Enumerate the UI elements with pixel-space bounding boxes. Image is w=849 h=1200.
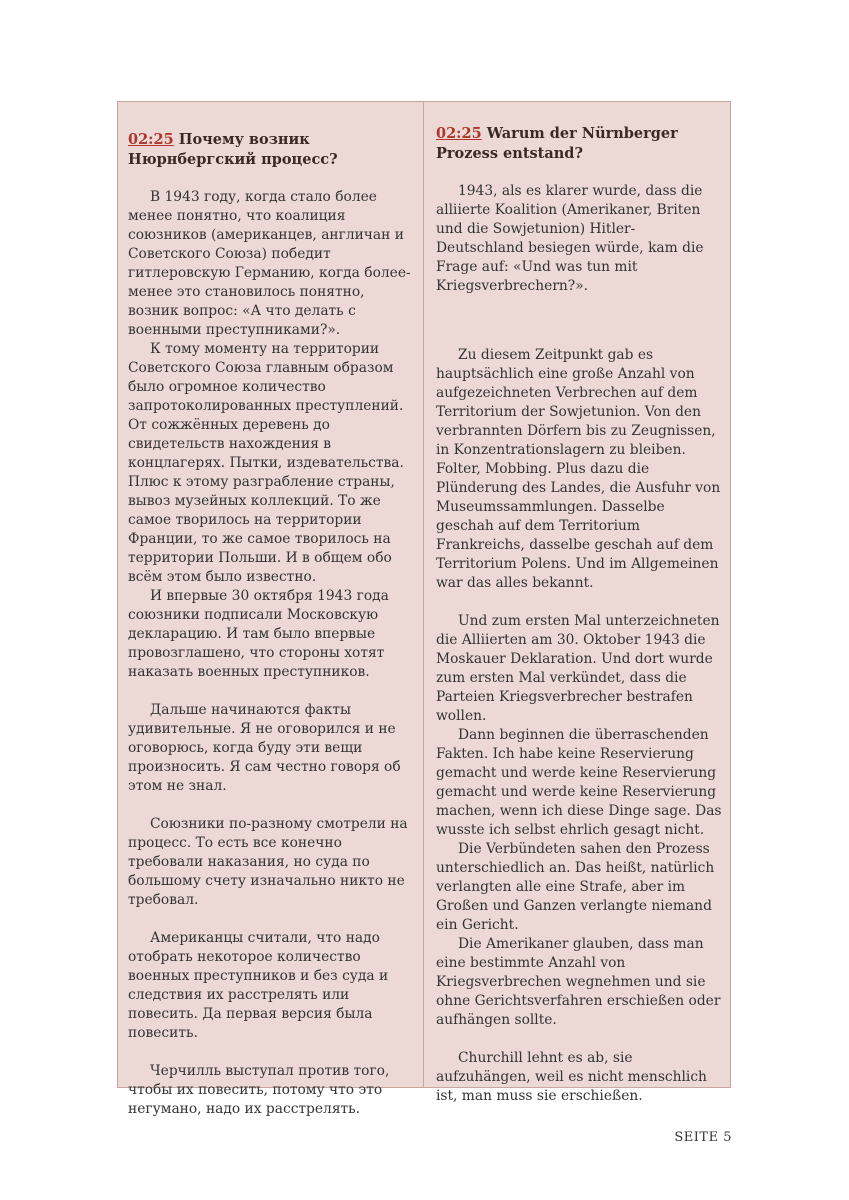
paragraph-spacer xyxy=(436,593,722,612)
bilingual-transcript-table xyxy=(117,101,731,1117)
russian-heading xyxy=(128,130,413,170)
russian-timecode-link[interactable]: 02:25 xyxy=(128,131,174,148)
german-paragraph-1: 1943, als es klarer wurde, dass die alliierte Koalition (Amerikaner, Briten und die Sowjetunion) Hitler-Deutschland besiegen würde, kam die Frage auf: «Und was tun mit Kriegsverbrechern?». xyxy=(436,183,704,294)
russian-paragraph-4: Дальше начинаются факты удивительные. Я не оговорился и не оговорюсь, когда буду эти вещи произносить. Я сам честно говоря об этом не знал. xyxy=(128,702,401,794)
paragraph-spacer xyxy=(436,1030,722,1049)
german-heading xyxy=(436,124,722,164)
german-timecode-link[interactable]: 02:25 xyxy=(436,125,482,142)
paragraph-spacer xyxy=(128,796,413,815)
german-paragraph-6: Die Amerikaner glauben, dass man eine bestimmte Anzahl von Kriegsverbrechen wegnehmen und sie ohne Gerichtsverfahren erschießen oder aufhängen sollte. xyxy=(436,936,721,1028)
russian-paragraph-3: И впервые 30 октября 1943 года союзники подписали Московскую декларацию. И там было впервые провозглашено, что стороны хотят наказать военных преступников. xyxy=(128,588,389,680)
page-number: SEITE 5 xyxy=(674,1130,732,1145)
german-paragraph-4: Dann beginnen die überraschenden Fakten. Ich habe keine Reservierung gemacht und werde keine Reservierung gemacht und werde keine Reservierung machen, wenn ich diese Dinge sage. Das wusste ich selbst ehrlich gesagt nicht. xyxy=(436,727,722,838)
russian-paragraph-2: К тому моменту на территории Советского Союза главным образом было огромное количество запротоколированных преступлений. От сожжённых деревень до свидетельств нахождения в концлагерях. Пытки, издевательства. Плюс к этому разграбление страны, вывоз музейных коллекций. То же самое творилось на территории Франции, то же самое творилось на территории Польши. И в общем обо всём этом было известно. xyxy=(128,341,404,585)
german-paragraph-3: Und zum ersten Mal unterzeichneten die Alliierten am 30. Oktober 1943 die Moskauer Deklaration. Und dort wurde zum ersten Mal verkündet, dass die Parteien Kriegsverbrecher bestrafen wollen. xyxy=(436,613,720,724)
german-paragraph-5: Die Verbündeten sahen den Prozess unterschiedlich an. Das heißt, natürlich verlangten alle eine Strafe, aber im Großen und Ganzen verlangte niemand ein Gericht. xyxy=(436,841,715,933)
paragraph-spacer xyxy=(128,1043,413,1062)
russian-paragraph-6: Американцы считали, что надо отобрать некоторое количество военных преступников и без суда и следствия их расстрелять или повесить. Да первая версия была повесить. xyxy=(128,930,389,1041)
russian-paragraph-1: В 1943 году, когда стало более менее понятно, что коалиция союзников (американцев, англичан и Советского Союза) победит гитлеровскую Германию, когда более-менее это становилось понятно, возник вопрос: «А что делать с военными преступниками?». xyxy=(128,189,411,338)
german-paragraph-2: Zu diesem Zeitpunkt gab es hauptsächlich eine große Anzahl von aufgezeichneten Verbrechen auf dem Territorium der Sowjetunion. Von den verbrannten Dörfern bis zu Zeugnissen, in Konzentrationslagern zu bleiben. Folter, Mobbing. Plus dazu die Plünderung des Landes, die Ausfuhr von Museumssammlungen. Dasselbe geschah auf dem Territorium Frankreichs, dasselbe geschah auf dem Territorium Polens. Und im Allgemeinen war das alles bekannt. xyxy=(436,347,721,591)
russian-column xyxy=(118,102,424,1117)
russian-paragraph-5: Союзники по-разному смотрели на процесс. То есть все конечно требовали наказания, но суда по большому счету изначально никто не требовал. xyxy=(128,816,408,908)
paragraph-spacer xyxy=(128,682,413,701)
german-heading-text: Warum der Nürnberger Prozess entstand? xyxy=(436,125,678,162)
paragraph-spacer xyxy=(436,296,722,346)
paragraph-spacer xyxy=(128,910,413,929)
russian-heading-text: Почему возник Нюрнбергский процесс? xyxy=(128,131,338,168)
german-column xyxy=(424,102,730,1104)
russian-paragraph-7: Черчилль выступал против того, чтобы их повесить, потому что это негумано, надо их расстрелять. xyxy=(128,1063,390,1117)
german-paragraph-7: Churchill lehnt es ab, sie aufzuhängen, weil es nicht menschlich ist, man muss sie erschießen. xyxy=(436,1050,707,1104)
